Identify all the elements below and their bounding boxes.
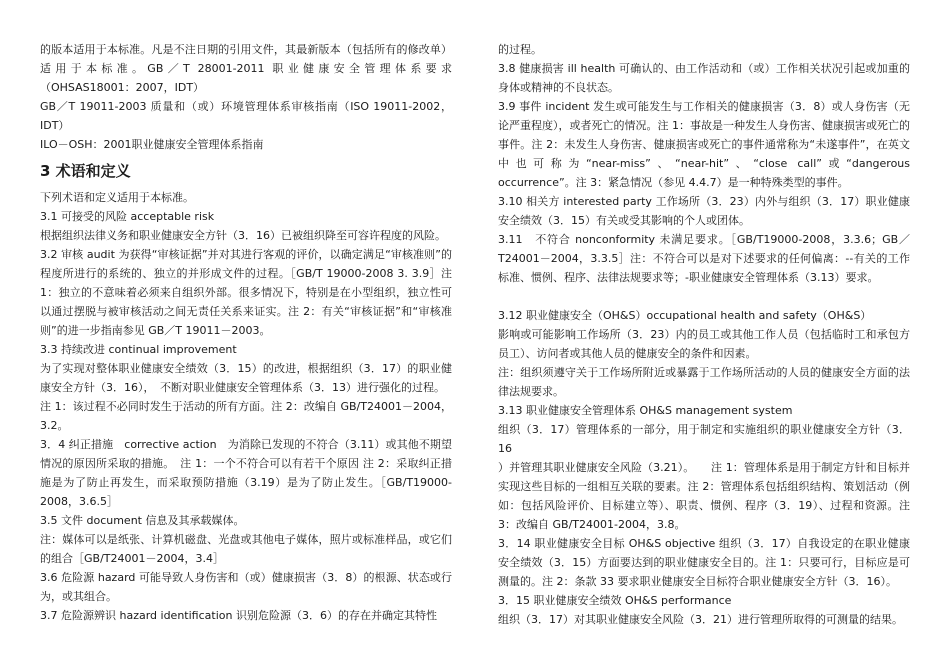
left-intro-block [40,40,452,154]
paragraph: 3.5 文件 document 信息及其承载媒体。 [40,514,245,527]
paragraph: 影响或可能影响工作场所（3．23）内的员工或其他工作人员（包括临时工和承包方员工）、访问者或其他人员的健康安全的条件和因素。 [498,328,910,360]
note: 注：媒体可以是纸张、计算机磁盘、光盘或其他电子媒体，照片或标准样品，或它们的组合［GB/T24001－2004，3.4］ [40,533,452,565]
note: 注 1：该过程不必同时发生于活动的所有方面。注 2：改编自 GB/T24001－2004，3.2。 [40,400,452,432]
term-heading: 3.13 职业健康安全管理体系 OH&S management system [498,404,793,417]
paragraph: 的过程。 [498,43,542,56]
paragraph: 3．4 纠正措施 corrective action 为消除已发现的不符合（3.11）或其他不期望情况的原因所采取的措施。 注 1：一个不符合可以有若干个原因 注 2：采取纠正措施是为了防止再发生，而采取预防措施（3.19）是为了防止发生。［GB/T19000-2008，3.6.5］ [40,438,452,508]
paragraph: 的版本适用于本标准。凡是不注日期的引用文件，其最新版本（包括所有的修改单）适用于本标准。GB／T 28001-2011 职业健康安全管理体系要求（OHSAS18001：2007，IDT） [40,43,452,94]
paragraph: GB／T 19011-2003 质量和（或）环境管理体系审核指南（ISO 19011-2002，IDT） [40,100,452,132]
term-heading: 3.12 职业健康安全（OH&S）occupational health and safety（OH&S） [498,309,872,322]
left-column [40,40,452,625]
term-heading: 3.3 持续改进 continual improvement [40,343,237,356]
paragraph: 组织（3．17）管理体系的一部分，用于制定和实施组织的职业健康安全方针（3．16 [498,423,910,455]
paragraph: 3.8 健康损害 ill health 可确认的、由工作活动和（或）工作相关状况引起或加重的身体或精神的不良状态。 [498,62,910,94]
left-definitions-block [40,188,452,625]
term-heading: 3.1 可接受的风险 acceptable risk [40,210,215,223]
paragraph: 3．14 职业健康安全目标 OH&S objective 组织（3．17）自我设定的在职业健康安全绩效（3．15）方面要达到的职业健康安全目的。注 1：只要可行，目标应是可测量的。注 2：条款 33 要求职业健康安全目标符合职业健康安全方针（3．16）。 [498,537,910,588]
right-lower-block [498,306,910,629]
paragraph: 3.6 危险源 hazard 可能导致人身伤害和（或）健康损害（3．8）的根源、状态或行为，或其组合。 [40,571,452,603]
paragraph: 为了实现对整体职业健康安全绩效（3．15）的改进，根据组织（3．17）的职业健康安全方针（3．16）， 不断对职业健康安全管理体系（3．13）进行强化的过程。 [40,362,452,394]
paragraph: 3.9 事件 incident 发生或可能发生与工作相关的健康损害（3．8）或人身伤害（无论严重程度），或者死亡的情况。注 1：事故是一种发生人身伤害、健康损害或死亡的事件。注 2：未发生人身伤害、健康损害或死亡的事件通常称为“未遂事件”，在英文中也可称为“near-miss”、“near-hit”、“close call”或“dangerous occurrence”。注 3：紧急情况（参见 4.4.7）是一种特殊类型的事件。 [498,100,910,189]
paragraph: 组织（3．17）对其职业健康安全风险（3．21）进行管理所取得的可测量的结果。 [498,613,903,626]
paragraph: 3.2 审核 audit 为获得“审核证据”并对其进行客观的评价，以确定满足“审核准则”的程度所进行的系统的、独立的并形成文件的过程。［GB/T 19000-2008 3. 3.9］注 1：独立的不意味着必须来自组织外部。很多情况下，特别是在小型组织，独立性可以通过摆脱与被审核活动之间无责任关系来证实。注 2：有关“审核证据”和“审核准则”的进一步指南参见 GB／T 19011－2003。 [40,248,452,337]
paragraph: 3.11 不符合 nonconformity 未满足要求。［GB/T19000-2008，3.3.6；GB／T24001－2004，3.3.5］注：不符合可以是对下述要求的任何偏离：--有关的工作标准、惯例、程序、法律法规要求等；-职业健康安全管理体系（3.13）要求。 [498,233,910,284]
section-heading: 3 术语和定义 [40,162,131,180]
paragraph: 3.7 危险源辨识 hazard identification 识别危险源（3．6）的存在并确定其特性 [40,609,437,622]
note: 注：组织须遵守关于工作场所附近或暴露于工作场所活动的人员的健康安全方面的法律法规要求。 [498,366,910,398]
paragraph: ）并管理其职业健康安全风险（3.21）。 注 1：管理体系是用于制定方针和目标并实现这些目标的一组相互关联的要素。注 2：管理体系包括组织结构、策划活动（例如：包括风险评价、目标建立等）、职责、惯例、程序（3．19）、过程和资源。注 3：改编自 GB/T24001-2004，3.8。 [498,461,910,531]
paragraph-gap [498,287,910,306]
paragraph: 根据组织法律义务和职业健康安全方针（3．16）已被组织降至可容许程度的风险。 [40,229,446,242]
term-heading: 3．15 职业健康安全绩效 OH&S performance [498,594,732,607]
paragraph: ILO－OSH：2001职业健康安全管理体系指南 [40,138,264,151]
paragraph: 3.10 相关方 interested party 工作场所（3．23）内外与组织（3．17）职业健康安全绩效（3．15）有关或受其影响的个人或团体。 [498,195,910,227]
paragraph: 下列术语和定义适用于本标准。 [40,191,194,204]
right-column [498,40,910,629]
right-upper-block [498,40,910,287]
